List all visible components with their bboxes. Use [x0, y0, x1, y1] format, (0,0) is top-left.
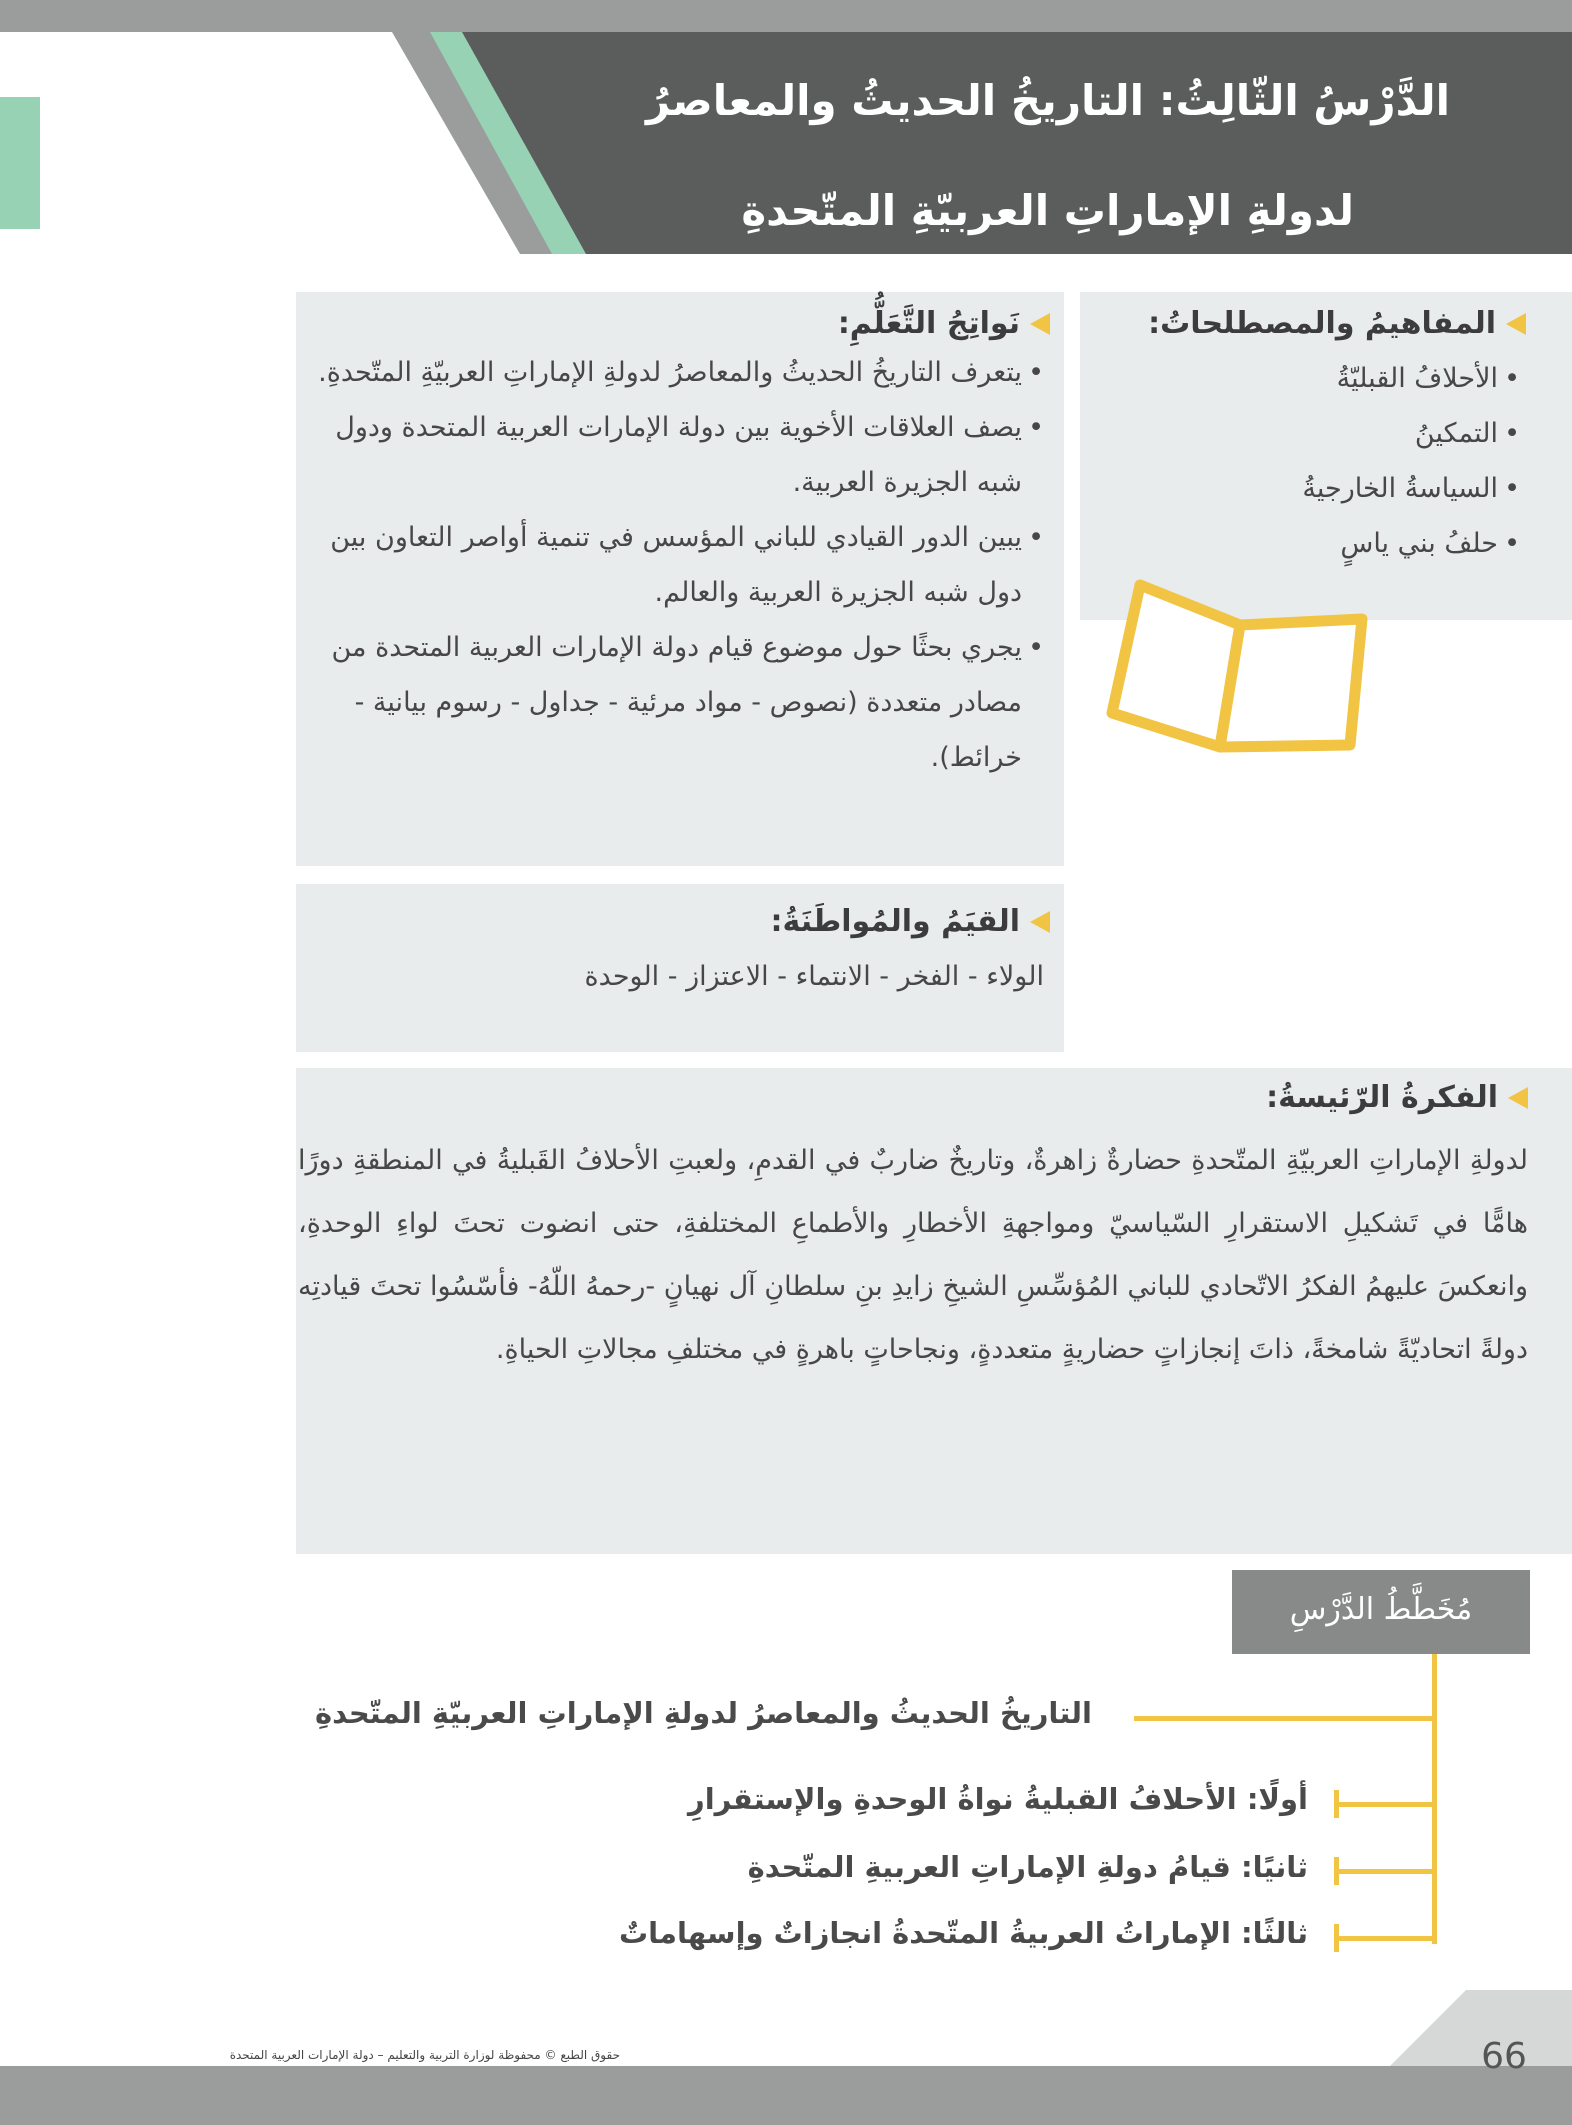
outline-item-2: ثانيًا: قيامُ دولةِ الإماراتِ العربيةِ المتّحدةِ	[747, 1850, 1308, 1884]
values-section	[310, 904, 1050, 992]
yellow-triangle-icon	[1506, 313, 1526, 335]
main-idea-heading: الفكرةُ الرّئيسةُ:	[298, 1080, 1528, 1115]
list-item: • يتعرف التاريخُ الحديثُ والمعاصرُ لدولةِ الإماراتِ العربيّةِ المتّحدةِ.	[310, 345, 1044, 400]
values-text: الولاء - الفخر - الانتماء - الاعتزاز - الوحدة	[584, 961, 1044, 992]
outcomes-section	[310, 306, 1050, 785]
outline-vertical-line	[1432, 1654, 1437, 1944]
copyright-text: حقوق الطبع © محفوظة لوزارة التربية والتعليم – دولة الإمارات العربية المتحدة	[229, 2048, 620, 2062]
list-item: • يصف العلاقات الأخوية بين دولة الإمارات العربية المتحدة ودول شبه الجزيرة العربية.	[310, 400, 1044, 510]
outline-heading: مُخَطَّطُ الدَّرْسِ	[1289, 1592, 1473, 1627]
list-item: • الأحلافُ القبليّةُ	[1056, 351, 1520, 406]
yellow-triangle-icon	[1030, 911, 1050, 933]
main-idea-section	[298, 1080, 1528, 1381]
outline-tick	[1334, 1790, 1339, 1818]
outline-item-1: أولًا: الأحلافُ القبليةُ نواةُ الوحدةِ والإستقرارِ	[688, 1782, 1308, 1816]
main-idea-text: لدولةِ الإماراتِ العربيّةِ المتّحدةِ حضارةٌ زاهرةٌ، وتاريخٌ ضاربٌ في القدمِ، ولعبتِ الأحلافُ القَبليةُ في المنطقةِ دورًا هامًّا في تَشكيلِ الاستقرارِ السّياسيّ ومواجهةِ الأخطارِ والأطماعِ المختلفةِ، حتى انضوت تحتَ لواءِ الوحدةِ، وانعكسَ عليهمُ الفكرُ الاتّحادي للباني المُؤسِّسِ الشيخِ زايدِ بنِ سلطانِ آل نهيانٍ -رحمهُ اللّهُ- فأسّسُوا تحتَ قيادتِه دولةً اتحاديّةً شامخةً، ذاتَ إنجازاتٍ حضاريةٍ متعددةٍ، ونجاحاتٍ باهرةٍ في مختلفِ مجالاتِ الحياةِ.	[298, 1145, 1528, 1365]
outline-tick	[1334, 1924, 1339, 1952]
page-number: 66	[1481, 2036, 1527, 2077]
outline-connector	[1134, 1716, 1434, 1721]
outline-connector	[1338, 1869, 1434, 1874]
open-book-icon	[1100, 575, 1380, 755]
values-heading: القيَمُ والمُواطَنَةُ:	[310, 904, 1050, 939]
outline-tick	[1334, 1857, 1339, 1885]
outline-connector	[1338, 1936, 1434, 1941]
list-item: • التمكينُ	[1056, 406, 1520, 461]
outcomes-list	[310, 345, 1044, 785]
outline-item-3: ثالثًا: الإماراتُ العربيةُ المتّحدةُ انجازاتٌ وإسهاماتٌ	[619, 1916, 1308, 1950]
lesson-title-line1: الدَّرْسُ الثّالِثُ: التاريخُ الحديثُ والمعاصرُ	[645, 76, 1450, 125]
concepts-section	[1056, 306, 1526, 571]
lesson-title-line2: لدولةِ الإماراتِ العربيّةِ المتّحدةِ	[741, 186, 1354, 235]
list-item: • يبين الدور القيادي للباني المؤسس في تنمية أواصر التعاون بين دول شبه الجزيرة العربية والعالم.	[310, 510, 1044, 620]
list-item: • حلفُ بني ياسٍ	[1056, 516, 1520, 571]
outline-main-topic: التاريخُ الحديثُ والمعاصرُ لدولةِ الإماراتِ العربيّةِ المتّحدةِ	[314, 1696, 1092, 1730]
list-item: • يجري بحثًا حول موضوع قيام دولة الإمارات العربية المتحدة من مصادر متعددة (نصوص - مواد مرئية - جداول - رسوم بيانية - خرائط).	[310, 620, 1044, 785]
list-item: • السياسةُ الخارجيةُ	[1056, 461, 1520, 516]
concepts-heading: المفاهيمُ والمصطلحاتُ:	[1056, 306, 1526, 341]
concepts-list	[1056, 351, 1520, 571]
yellow-triangle-icon	[1508, 1087, 1528, 1109]
yellow-triangle-icon	[1030, 313, 1050, 335]
outline-connector	[1338, 1802, 1434, 1807]
outcomes-heading: نَواتِجُ التَّعَلُّمِ:	[310, 306, 1050, 341]
